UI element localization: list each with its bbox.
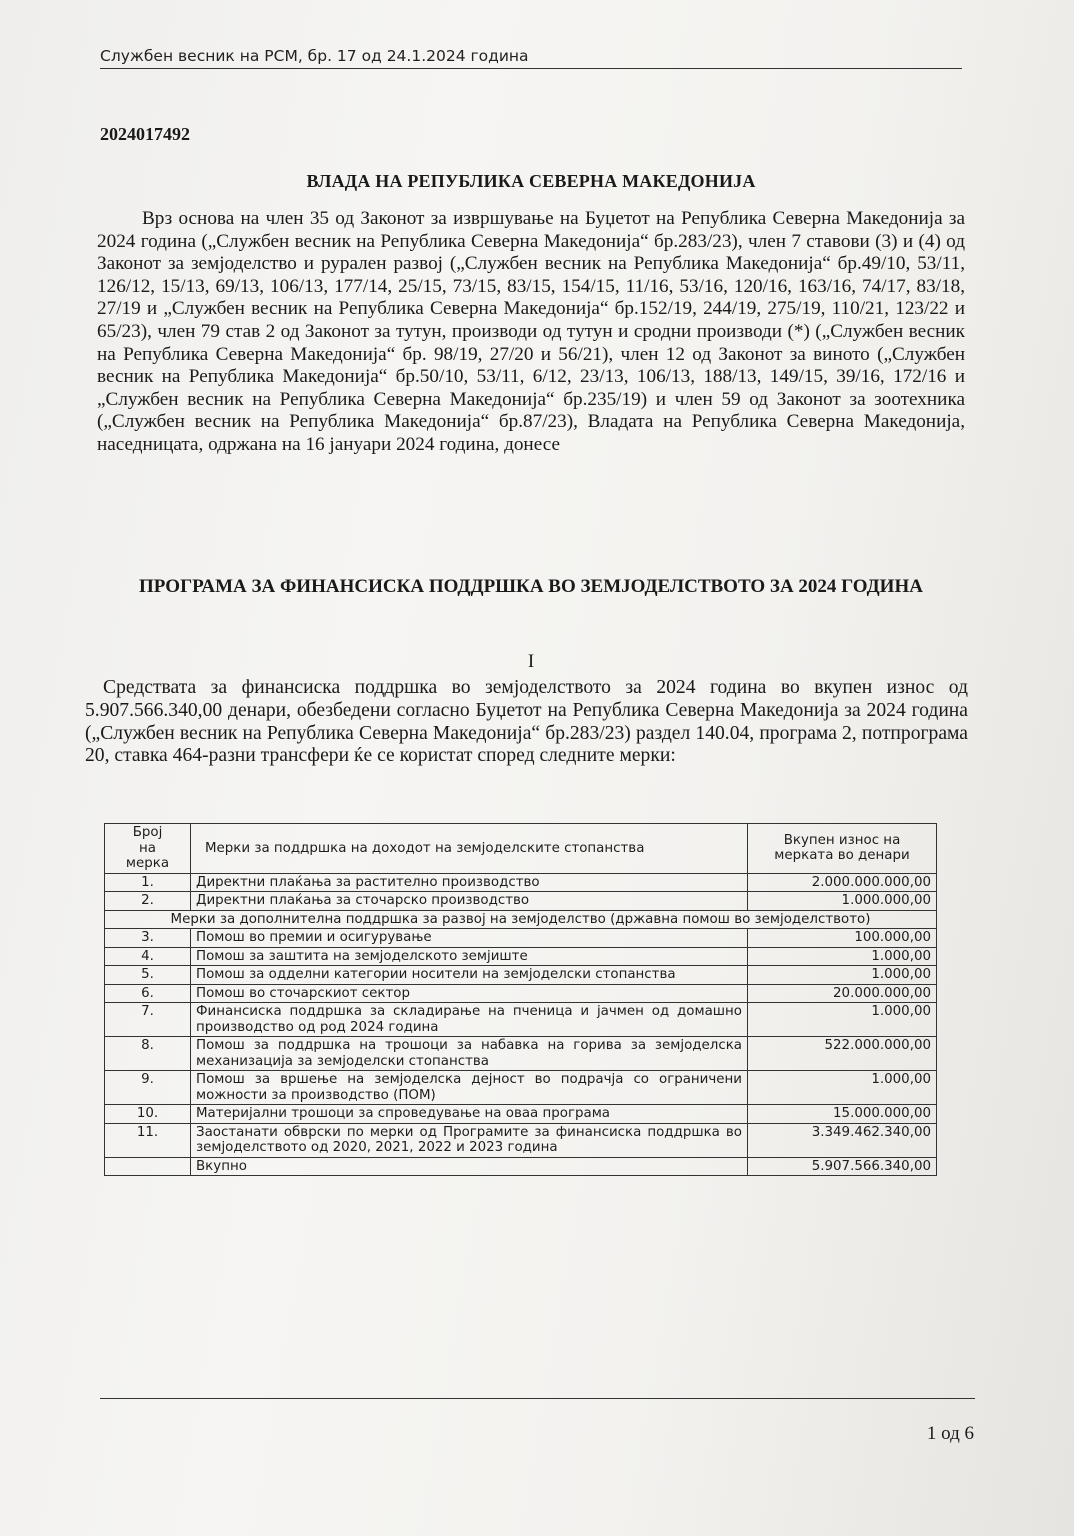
row-description: Директни плаќања за сточарско производство — [191, 892, 748, 911]
row-number: 1. — [105, 873, 191, 892]
table-row — [105, 966, 937, 985]
row-amount: 3.349.462.340,00 — [748, 1123, 937, 1157]
header-number — [105, 824, 191, 874]
row-amount: 1.000,00 — [748, 1071, 937, 1105]
row-number: 3. — [105, 929, 191, 948]
row-number: 11. — [105, 1123, 191, 1157]
table-row — [105, 1037, 937, 1071]
row-description: Заостанати обврски по мерки од Програмите за финансиска поддршка во земјоделството од 2020, 2021, 2022 и 2023 година — [191, 1123, 748, 1157]
preamble-paragraph: Врз основа на член 35 од Законот за извршување на Буџетот на Република Северна Македонија за 2024 година („Службен весник на Република Северна Македонија“ бр.283/23), член 7 ставови (3) и (4) од Законот за земјоделство и рурален развој („Службен весник на Република Македонија“ бр.49/10, 53/11, 126/12, 15/13, 69/13, 106/13, 177/14, 25/15, 73/15, 83/15, 154/15, 11/16, 53/16, 120/16, 163/16, 74/17, 83/18, 27/19 и „Службен весник на Република Северна Македонија“ бр.152/19, 244/19, 275/19, 110/21, 123/22 и 65/23), член 79 став 2 од Законот за тутун, производи од тутун и сродни производи (*) („Службен весник на Република Северна Македонија“ бр. 98/19, 27/20 и 56/21), член 12 од Законот за виното („Службен весник на Република Македонија“ бр.50/10, 53/11, 6/12, 23/13, 106/13, 188/13, 149/15, 39/16, 172/16 и „Службен весник на Република Северна Македонија“ бр.235/19) и член 59 од Законот за зоотехника („Службен весник на Република Македонија“ бр.87/23), Владата на Република Северна Македонија, наседницата, одржана на 16 јануари 2024 година, донесе — [97, 208, 965, 455]
row-number: 6. — [105, 984, 191, 1003]
row-amount: 1.000,00 — [748, 1003, 937, 1037]
table-row — [105, 873, 937, 892]
footer-rule — [100, 1398, 975, 1399]
row-number: 8. — [105, 1037, 191, 1071]
table-row — [105, 984, 937, 1003]
row-amount: 1.000,00 — [748, 966, 937, 985]
table-row — [105, 1123, 937, 1157]
program-title: ПРОГРАМА ЗА ФИНАНСИСКА ПОДДРШКА ВО ЗЕМЈОДЕЛСТВОТО ЗА 2024 ГОДИНА — [139, 576, 923, 597]
row-amount: 1.000,00 — [748, 947, 937, 966]
table-total-row — [105, 1157, 937, 1176]
table-row — [105, 892, 937, 911]
running-header: Службен весник на РСМ, бр. 17 од 24.1.2024 година — [100, 47, 529, 65]
row-number: 5. — [105, 966, 191, 985]
row-description: Помош во премии и осигурување — [191, 929, 748, 948]
table-subheader: Мерки за дополнителна поддршка за развој на земјоделство (државна помош во земјоделството) — [105, 910, 937, 929]
header-description: Мерки за поддршка на доходот на земјоделските стопанства — [191, 824, 748, 874]
table-row — [105, 1105, 937, 1124]
row-amount: 2.000.000.000,00 — [748, 873, 937, 892]
row-amount: 522.000.000,00 — [748, 1037, 937, 1071]
header-amount: Вкупен износ на мерката во денари — [748, 824, 937, 874]
row-number: 10. — [105, 1105, 191, 1124]
row-number: 7. — [105, 1003, 191, 1037]
row-description: Помош за вршење на земјоделска дејност во подрачја со ограничени можности за производство (ПОМ) — [191, 1071, 748, 1105]
total-label: Вкупно — [191, 1157, 748, 1176]
row-description: Помош за заштита на земјоделското земјиште — [191, 947, 748, 966]
header-number-line: мерка — [125, 856, 170, 871]
row-number: 2. — [105, 892, 191, 911]
row-description: Помош во сточарскиот сектор — [191, 984, 748, 1003]
row-amount: 1.000.000,00 — [748, 892, 937, 911]
row-description: Директни плаќања за растително производство — [191, 873, 748, 892]
row-description: Помош за поддршка на трошоци за набавка на горива за земјоделска механизација за земјоделски стопанства — [191, 1037, 748, 1071]
row-number: 4. — [105, 947, 191, 966]
row-number: 9. — [105, 1071, 191, 1105]
header-number-line: на — [139, 840, 156, 856]
total-amount: 5.907.566.340,00 — [748, 1157, 937, 1176]
row-description: Материјални трошоци за спроведување на оваа програма — [191, 1105, 748, 1124]
table-subheader-row — [105, 910, 937, 929]
table-row — [105, 947, 937, 966]
row-amount: 20.000.000,00 — [748, 984, 937, 1003]
row-description: Помош за одделни категории носители на земјоделски стопанства — [191, 966, 748, 985]
section-paragraph: Средствата за финансиска поддршка во земјоделството за 2024 година во вкупен износ од 5.907.566.340,00 денари, обезбедени согласно Буџетот на Република Северна Македонија за 2024 година („Службен весник на Република Северна Македонија“ бр.283/23) раздел 140.04, програма 2, потпрограма 20, ставка 464-разни трансфери ќе се користат според следните мерки: — [85, 677, 968, 767]
header-rule — [100, 68, 962, 69]
page-number: 1 од 6 — [926, 1423, 974, 1444]
row-amount: 100.000,00 — [748, 929, 937, 948]
table-row — [105, 929, 937, 948]
table-row — [105, 1071, 937, 1105]
table-header-row — [105, 824, 937, 874]
table-row — [105, 1003, 937, 1037]
document-id: 2024017492 — [100, 124, 190, 144]
header-number-line: Број — [132, 825, 163, 840]
total-number-cell — [105, 1157, 191, 1176]
issuer-title: ВЛАДА НА РЕПУБЛИКА СЕВЕРНА МАКЕДОНИЈА — [306, 171, 756, 191]
row-amount: 15.000.000,00 — [748, 1105, 937, 1124]
section-number: I — [527, 651, 535, 672]
row-description: Финансиска поддршка за складирање на пченица и јачмен од домашно производство од род 2024 година — [191, 1003, 748, 1037]
measures-table — [104, 823, 937, 1176]
